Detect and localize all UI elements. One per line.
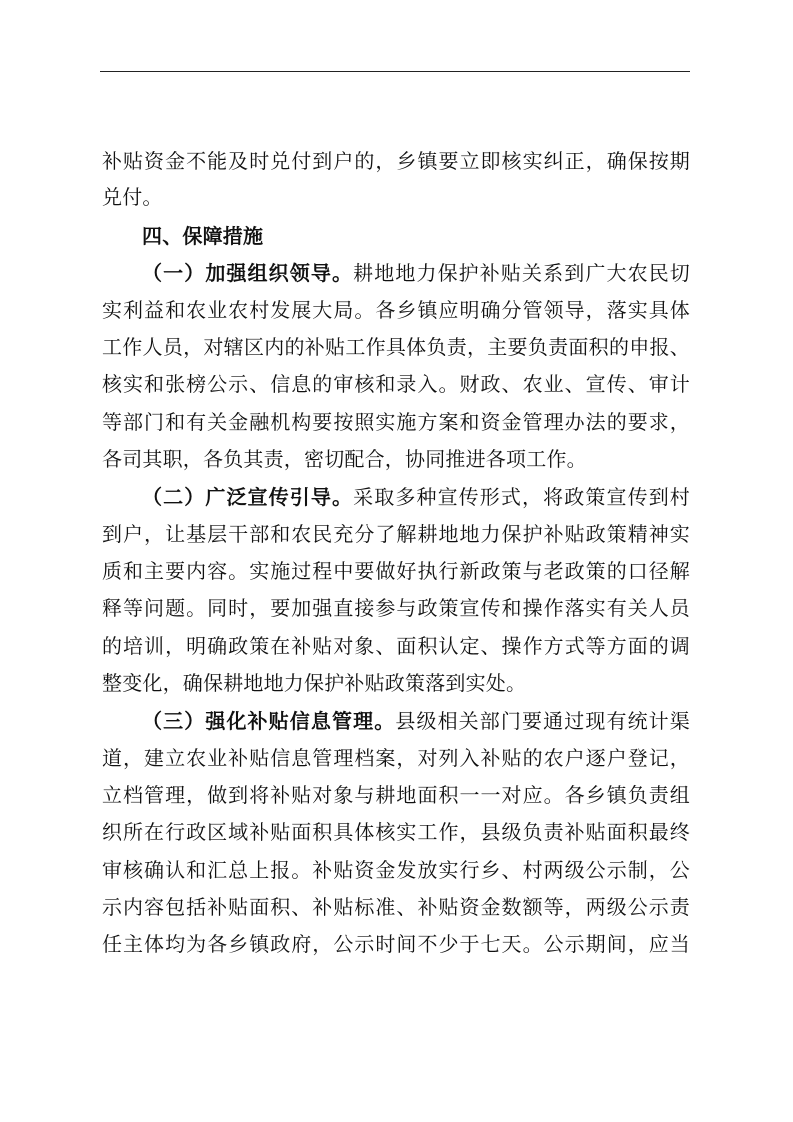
body-line: 道，建立农业补贴信息管理档案，对列入补贴的农户逐户登记， (102, 746, 690, 770)
body-line: 核实和张榜公示、信息的审核和录入。财政、农业、宣传、审计 (102, 372, 690, 396)
body-line: 到户，让基层干部和农民充分了解耕地地力保护补贴政策精神实 (102, 522, 690, 546)
body-line: 兑付。 (102, 185, 163, 209)
body-line: 任主体均为各乡镇政府，公示时间不少于七天。公示期间，应当 (102, 932, 690, 956)
body-line: 整变化，确保耕地地力保护补贴政策落到实处。 (102, 671, 527, 695)
item-1-lead: （一）加强组织领导。 (142, 261, 354, 285)
item-3-text: 县级相关部门要通过现有统计渠 (395, 709, 690, 733)
body-line: 补贴资金不能及时兑付到户的，乡镇要立即核实纠正，确保按期 (102, 149, 690, 173)
item-2-first-line (142, 480, 690, 514)
body-line: 各司其职，各负其责，密切配合，协同推进各项工作。 (102, 447, 587, 471)
body-line: 质和主要内容。实施过程中要做好执行新政策与老政策的口径解 (102, 559, 690, 583)
body-line: 工作人员，对辖区内的补贴工作具体负责，主要负责面积的申报、 (102, 335, 690, 359)
item-3-lead: （三）强化补贴信息管理。 (142, 709, 396, 733)
body-line: 示内容包括补贴面积、补贴标准、补贴资金数额等，两级公示责 (102, 895, 690, 919)
body-line: 立档管理，做到将补贴对象与耕地面积一一对应。各乡镇负责组 (102, 783, 690, 807)
item-1-first-line (142, 256, 690, 290)
item-1-text: 耕地地力保护补贴关系到广大农民切 (353, 261, 691, 285)
body-line: 织所在行政区域补贴面积具体核实工作，县级负责补贴面积最终 (102, 820, 690, 844)
top-rule (100, 71, 690, 72)
body-line: 等部门和有关金融机构要按照实施方案和资金管理办法的要求， (102, 410, 690, 434)
section-heading: 四、保障措施 (142, 224, 264, 248)
body-line: 实利益和农业农村发展大局。各乡镇应明确分管领导，落实具体 (102, 298, 690, 322)
body-line: 审核确认和汇总上报。补贴资金发放实行乡、村两级公示制，公 (102, 858, 690, 882)
body-line: 释等问题。同时，要加强直接参与政策宣传和操作落实有关人员 (102, 596, 690, 620)
item-2-text: 采取多种宣传形式，将政策宣传到村 (353, 485, 691, 509)
item-2-lead: （二）广泛宣传引导。 (142, 485, 354, 509)
body-line: 的培训，明确政策在补贴对象、面积认定、操作方式等方面的调 (102, 634, 690, 658)
item-3-first-line (142, 704, 690, 738)
